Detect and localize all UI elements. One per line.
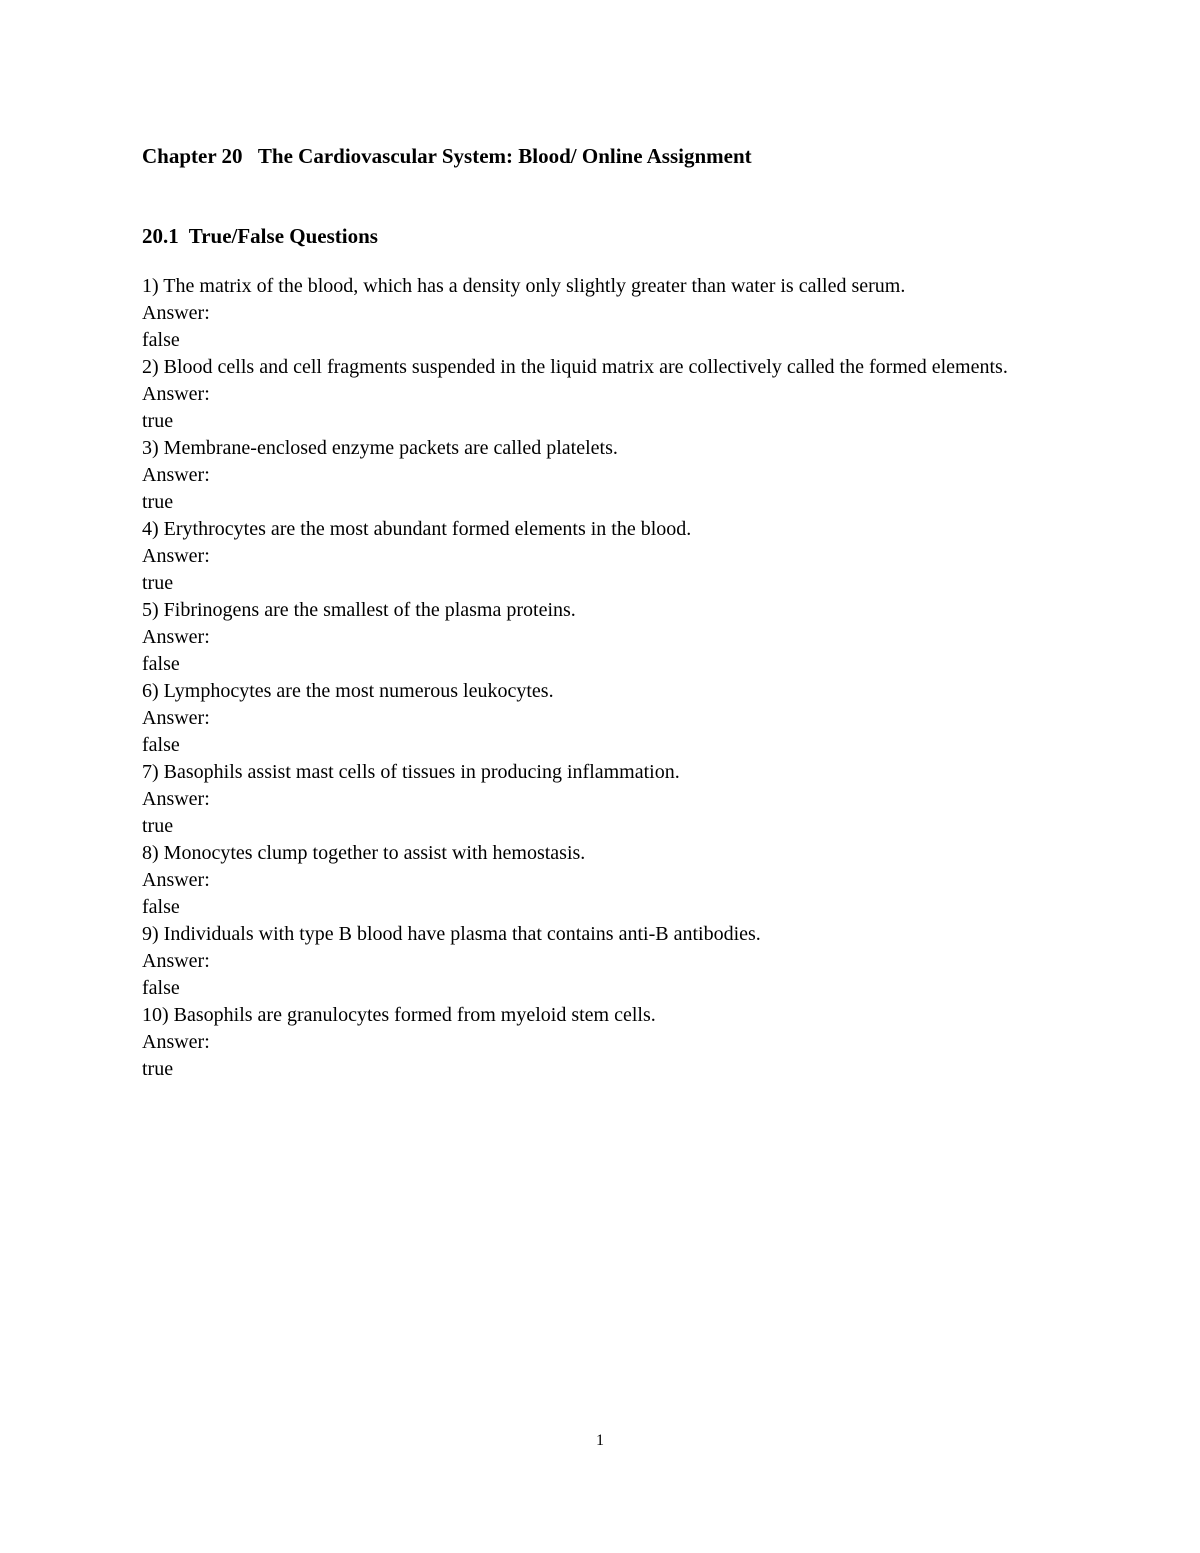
answer-label: Answer: (142, 707, 210, 729)
section-number: 20.1 (142, 224, 179, 248)
question-item (142, 678, 1062, 759)
section-heading (142, 221, 1062, 251)
answer-label: Answer: (142, 464, 210, 486)
answer-value: true (142, 491, 174, 513)
question-text: 3) Membrane-enclosed enzyme packets are called platelets. (142, 437, 618, 459)
answer-label: Answer: (142, 1031, 210, 1053)
answer-label: Answer: (142, 626, 210, 648)
answer-value: false (142, 734, 180, 756)
question-item (142, 597, 1062, 678)
answer-value: false (142, 329, 180, 351)
question-text: 4) Erythrocytes are the most abundant formed elements in the blood. (142, 518, 692, 540)
answer-label: Answer: (142, 302, 210, 324)
question-text: 5) Fibrinogens are the smallest of the plasma proteins. (142, 599, 576, 621)
question-item (142, 516, 1062, 597)
answer-label: Answer: (142, 545, 210, 567)
answer-label: Answer: (142, 869, 210, 891)
answer-value: true (142, 1058, 174, 1080)
chapter-title: Chapter 20 The Cardiovascular System: Blood/ Online Assignment (142, 144, 752, 168)
question-item (142, 759, 1062, 840)
question-text: 2) Blood cells and cell fragments suspended in the liquid matrix are collectively called the formed elements. (142, 356, 1008, 378)
answer-value: true (142, 815, 174, 837)
page-content (142, 141, 1062, 1083)
answer-label: Answer: (142, 383, 210, 405)
question-item (142, 435, 1062, 516)
question-text: 8) Monocytes clump together to assist with hemostasis. (142, 842, 586, 864)
question-item (142, 354, 1062, 435)
question-text: 6) Lymphocytes are the most numerous leukocytes. (142, 680, 554, 702)
answer-label: Answer: (142, 788, 210, 810)
page-number: 1 (596, 1432, 604, 1449)
question-list (142, 273, 1062, 1083)
question-text: 1) The matrix of the blood, which has a density only slightly greater than water is called serum. (142, 275, 906, 297)
question-item (142, 273, 1062, 354)
answer-label: Answer: (142, 950, 210, 972)
question-text: 9) Individuals with type B blood have plasma that contains anti-B antibodies. (142, 923, 761, 945)
question-item (142, 840, 1062, 921)
section-title: True/False Questions (188, 224, 378, 248)
question-text: 10) Basophils are granulocytes formed from myeloid stem cells. (142, 1004, 656, 1026)
answer-value: true (142, 410, 174, 432)
answer-value: false (142, 977, 180, 999)
question-text: 7) Basophils assist mast cells of tissues in producing inflammation. (142, 761, 680, 783)
answer-value: true (142, 572, 174, 594)
question-item (142, 921, 1062, 1002)
answer-value: false (142, 896, 180, 918)
question-item (142, 1002, 1062, 1083)
answer-value: false (142, 653, 180, 675)
